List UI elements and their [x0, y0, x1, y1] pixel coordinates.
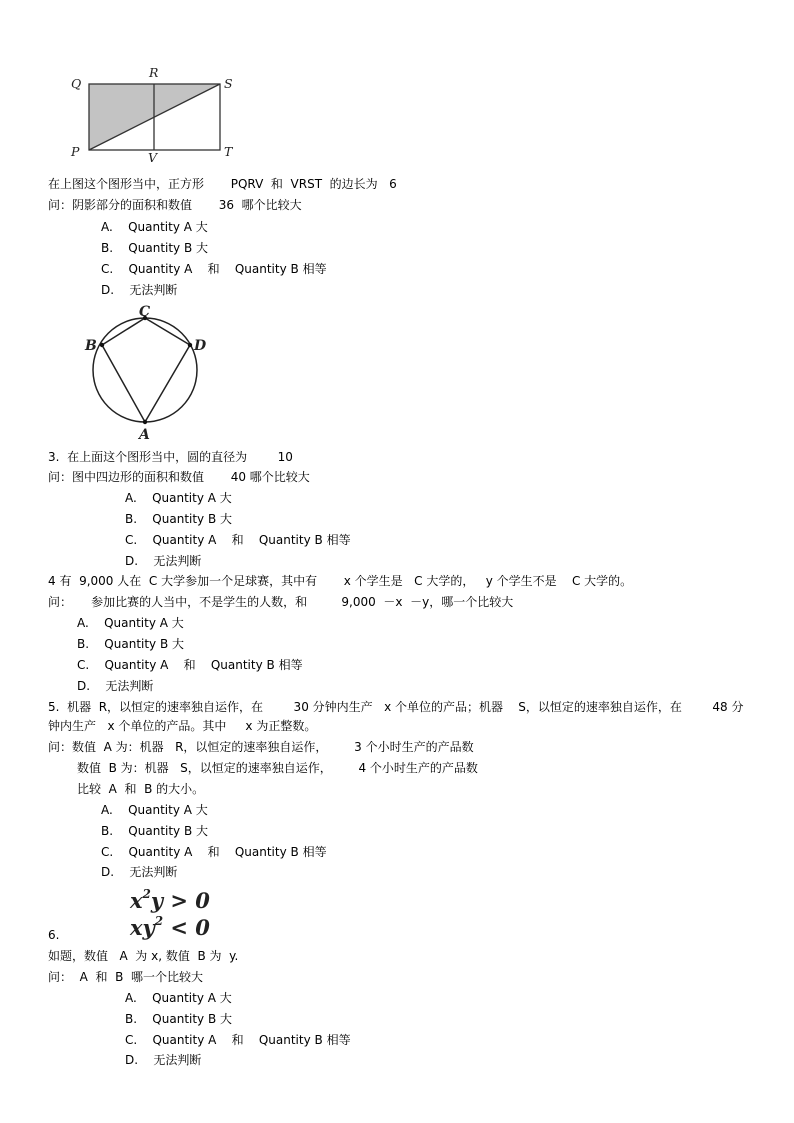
q5-option-d: D. 无法判断 — [101, 865, 178, 879]
q5-option-b: B. Quantity B 大 — [101, 824, 209, 838]
q6-option-c: C. Quantity A 和 Quantity B 相等 — [125, 1033, 351, 1047]
label-b: B — [85, 338, 97, 354]
label-p: P — [71, 144, 80, 159]
inequality-2: $xy^2 < 0$ — [130, 914, 210, 940]
q4-option-b: B. Quantity B 大 — [77, 637, 185, 651]
label-c: C — [139, 304, 151, 320]
label-q: Q — [71, 76, 82, 91]
q3-line1: 3. 在上面这个图形当中，圆的直径为 10 — [48, 450, 293, 464]
q3-line2: 问：图中四边形的面积和数值 40 哪个比较大 — [48, 470, 310, 484]
q6-option-d: D. 无法判断 — [125, 1053, 202, 1067]
circle-figure — [0, 0, 794, 445]
q4-option-c: C. Quantity A 和 Quantity B 相等 — [77, 658, 303, 672]
q2-line1: 在上图这个图形当中，正方形 PQRV 和 VRST 的边长为 6 — [48, 177, 397, 191]
label-v: V — [148, 150, 158, 165]
quadrilateral-abcd — [102, 318, 190, 422]
q6-line2: 问： A 和 B 哪一个比较大 — [48, 970, 203, 984]
point-d — [188, 343, 192, 347]
q3-option-d: D. 无法判断 — [125, 554, 202, 568]
q4-line1: 4 有 9,000 人在 C 大学参加一个足球赛，其中有 x 个学生是 C 大学的， y 个学生不是 C 大学的。 — [48, 574, 633, 588]
q2-option-b: B. Quantity B 大 — [101, 241, 209, 255]
q6-option-a: A. Quantity A 大 — [125, 991, 232, 1005]
q2-option-a: A. Quantity A 大 — [101, 220, 208, 234]
q5-line4: 数值 B 为：机器 S，以恒定的速率独自运作， 4 个小时生产的产品数 — [77, 761, 478, 775]
q6-line1: 如题，数值 A 为 x, 数值 B 为 y. — [48, 949, 239, 963]
q3-option-c: C. Quantity A 和 Quantity B 相等 — [125, 533, 351, 547]
label-a: A — [139, 427, 150, 443]
point-a — [143, 420, 147, 424]
q2-option-c: C. Quantity A 和 Quantity B 相等 — [101, 262, 327, 276]
q4-option-d: D. 无法判断 — [77, 679, 154, 693]
q5-line3: 问：数值 A 为：机器 R，以恒定的速率独自运作， 3 个小时生产的产品数 — [48, 740, 474, 754]
q5-option-a: A. Quantity A 大 — [101, 803, 208, 817]
q2-option-d: D. 无法判断 — [101, 283, 178, 297]
label-d: D — [194, 338, 207, 354]
q3-option-a: A. Quantity A 大 — [125, 491, 232, 505]
q4-line2: 问： 参加比赛的人当中，不是学生的人数，和 9,000 －x －y，哪一个比较大 — [48, 595, 514, 609]
inequality-1: $x^2y > 0$ — [130, 887, 210, 913]
q5-line1: 5. 机器 R，以恒定的速率独自运作，在 30 分钟内生产 x 个单位的产品；机器 S，以恒定的速率独自运作，在 48 分 — [48, 700, 744, 714]
q2-line2: 问：阴影部分的面积和数值 36 哪个比较大 — [48, 198, 302, 212]
q5-line5: 比较 A 和 B 的大小。 — [77, 782, 205, 796]
circle-outline — [93, 318, 197, 422]
point-b — [100, 343, 104, 347]
q6-option-b: B. Quantity B 大 — [125, 1012, 233, 1026]
q5-option-c: C. Quantity A 和 Quantity B 相等 — [101, 845, 327, 859]
q6-number: 6. — [48, 928, 60, 942]
q3-option-b: B. Quantity B 大 — [125, 512, 233, 526]
label-r: R — [149, 65, 159, 80]
q5-line2: 钟内生产 x 个单位的产品。其中 x 为正整数。 — [48, 719, 317, 733]
q4-option-a: A. Quantity A 大 — [77, 616, 184, 630]
label-t: T — [224, 144, 233, 159]
label-s: S — [224, 76, 233, 91]
